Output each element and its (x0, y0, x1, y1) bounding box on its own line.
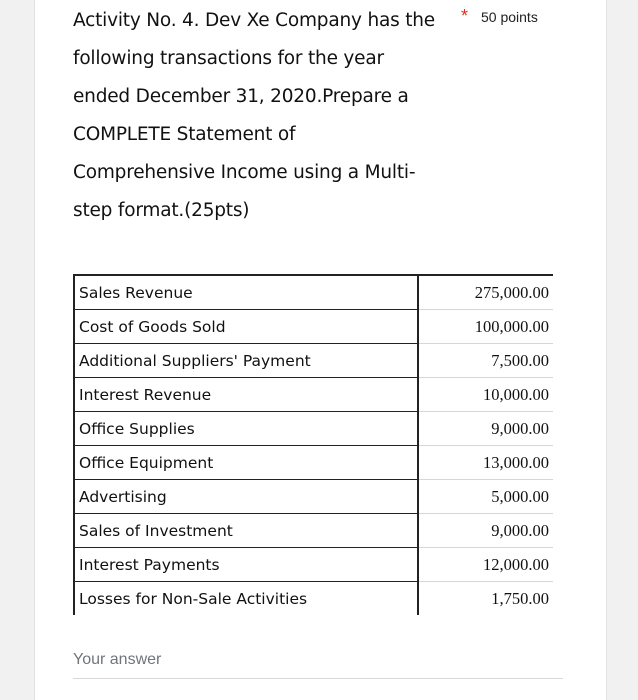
transaction-amount: 1,750.00 (491, 588, 549, 608)
table-row (74, 378, 553, 412)
transaction-label: Additional Suppliers' Payment (74, 344, 418, 378)
question-text (73, 2, 453, 230)
question-line: step format.(25pts) (73, 200, 250, 221)
table-row (74, 548, 553, 582)
question-line: Comprehensive Income using a Multi- (73, 162, 416, 183)
question-line: Activity No. 4. Dev Xe Company has the (73, 10, 435, 31)
question-line: following transactions for the year (73, 48, 384, 69)
question-line: COMPLETE Statement of (73, 124, 296, 145)
points-label: 50 points (481, 9, 538, 25)
table-row (74, 480, 553, 514)
transaction-amount: 7,500.00 (418, 344, 553, 378)
table-row (74, 582, 553, 616)
transaction-amount: 9,000.00 (418, 514, 553, 548)
transaction-label: Office Equipment (74, 446, 418, 480)
transaction-amount: 275,000.00 (418, 275, 553, 310)
transaction-label: Interest Payments (74, 548, 418, 582)
transaction-label: Advertising (74, 480, 418, 514)
table-row (74, 412, 553, 446)
transaction-amount: 12,000.00 (418, 548, 553, 582)
transaction-label: Sales Revenue (74, 275, 418, 310)
table-row (74, 446, 553, 480)
transactions-table (73, 274, 553, 615)
transaction-amount: 13,000.00 (418, 446, 553, 480)
transaction-label: Cost of Goods Sold (74, 310, 418, 344)
table-row (74, 344, 553, 378)
transaction-label: Interest Revenue (74, 378, 418, 412)
transaction-amount: 9,000.00 (418, 412, 553, 446)
question-card (34, 0, 607, 700)
transaction-amount: 10,000.00 (418, 378, 553, 412)
transaction-amount: 100,000.00 (418, 310, 553, 344)
question-line: ended December 31, 2020.Prepare a (73, 86, 409, 107)
table-row (74, 310, 553, 344)
table-row (74, 275, 553, 310)
transaction-label: Sales of Investment (74, 514, 418, 548)
transaction-amount: 5,000.00 (418, 480, 553, 514)
required-asterisk: * (461, 6, 469, 26)
answer-input[interactable] (73, 642, 563, 679)
transaction-label: Office Supplies (74, 412, 418, 446)
table-row (74, 514, 553, 548)
transaction-label: Losses for Non-Sale Activities (74, 582, 418, 616)
